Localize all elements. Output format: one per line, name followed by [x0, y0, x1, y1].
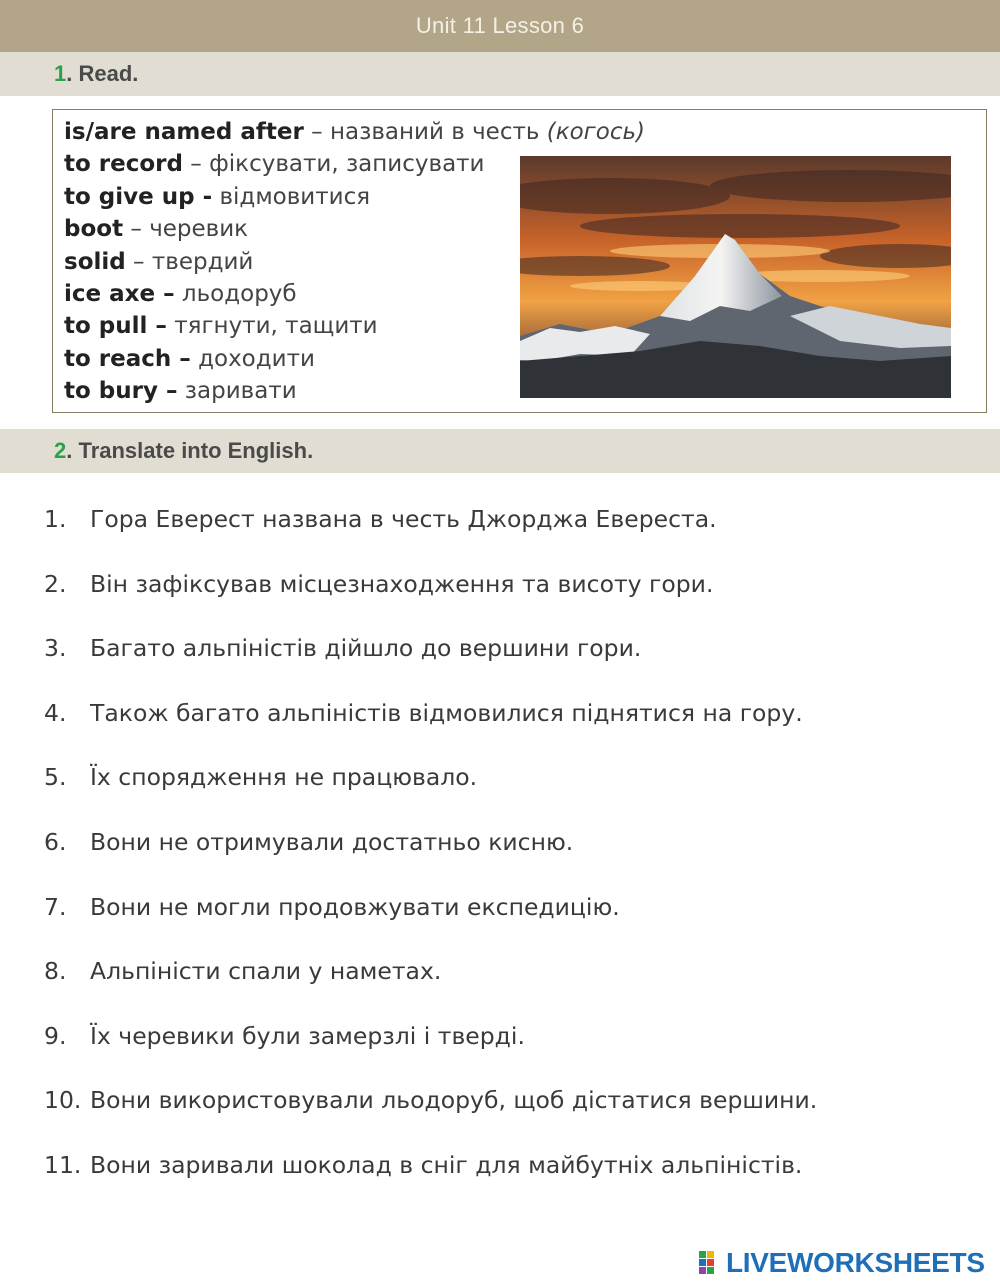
vocab-translation: тягнути, тащити	[174, 313, 378, 340]
sentence-item	[44, 1079, 817, 1144]
section-2-number: 2	[54, 438, 67, 463]
sentence-item	[44, 627, 817, 692]
translation-sentences	[44, 498, 817, 1209]
sentence-item	[44, 821, 817, 886]
sentence-text: Він зафіксував місцезнаходження та висоту гори.	[90, 569, 714, 598]
sentence-text: Альпіністи спали у наметах.	[90, 957, 442, 986]
vocab-item: to record – фіксувати, записувати	[64, 151, 485, 178]
sentence-number: 2.	[44, 569, 67, 598]
section-1-title: . Read.	[66, 61, 139, 86]
sentence-item	[44, 563, 817, 628]
section-2-header	[0, 429, 1000, 473]
mountain-photo	[520, 156, 951, 398]
sentence-number: 6.	[44, 827, 67, 856]
sentence-item	[44, 1015, 817, 1080]
sentence-text: Вони не отримували достатньо кисню.	[90, 827, 574, 856]
sentence-number: 8.	[44, 957, 67, 986]
sentence-number: 5.	[44, 763, 67, 792]
sentence-number: 7.	[44, 892, 67, 921]
vocab-term: to pull –	[64, 313, 167, 340]
sentence-text: Їх черевики були замерзлі і тверді.	[90, 1021, 525, 1050]
sentence-text: Їх спорядження не працювало.	[90, 763, 478, 792]
vocab-term: solid	[64, 248, 126, 275]
vocab-translation: відмовитися	[219, 183, 371, 210]
vocab-term: to bury –	[64, 378, 178, 405]
sentence-number: 9.	[44, 1021, 67, 1050]
sentence-text: Багато альпіністів дійшло до вершини гори.	[90, 634, 642, 663]
vocab-note: (когось)	[546, 119, 646, 145]
sentence-number: 11.	[44, 1150, 82, 1179]
vocab-item: is/are named after – названий в честь (когось)	[64, 119, 646, 145]
sentence-text: Вони використовували льодоруб, щоб дістатися вершини.	[90, 1086, 818, 1115]
vocab-term: is/are named after	[64, 119, 304, 145]
lesson-title: Unit 11 Lesson 6	[415, 13, 585, 38]
vocab-translation: черевик	[149, 216, 249, 243]
section-1-number: 1	[54, 61, 67, 86]
section-2-title: . Translate into English.	[66, 438, 314, 463]
sentence-text: Вони заривали шоколад в сніг для майбутніх альпіністів.	[90, 1150, 803, 1179]
vocab-translation: названий в честь	[329, 119, 547, 145]
vocab-translation: льодоруб	[181, 280, 297, 307]
sentence-number: 4.	[44, 698, 67, 727]
sentence-text: Також багато альпіністів відмовилися піднятися на гору.	[90, 698, 803, 727]
liveworksheets-logo-icon	[698, 1249, 724, 1277]
sentence-text: Гора Еверест названа в честь Джорджа Евереста.	[90, 505, 717, 533]
vocab-translation: твердий	[151, 248, 254, 275]
vocab-term: to reach –	[64, 345, 191, 372]
liveworksheets-brand[interactable]	[698, 1246, 985, 1280]
section-1-header	[0, 52, 1000, 96]
sentence-item	[44, 950, 817, 1015]
brand-name: LIVEWORKSHEETS	[726, 1247, 985, 1278]
sentence-item	[44, 498, 817, 563]
page-header	[0, 0, 1000, 52]
sentence-item	[44, 886, 817, 951]
vocab-item: solid – твердий	[64, 248, 254, 275]
sentence-text: Вони не могли продовжувати експедицію.	[90, 892, 620, 921]
sentence-item	[44, 1144, 817, 1209]
vocab-translation: доходити	[198, 345, 315, 372]
vocab-translation: фіксувати, записувати	[209, 151, 485, 178]
vocab-translation: заривати	[184, 378, 297, 405]
vocab-term: to give up -	[64, 183, 213, 210]
sentence-number: 1.	[44, 505, 67, 533]
vocab-term: to record	[64, 151, 183, 178]
vocab-item: boot – черевик	[64, 216, 249, 243]
sentence-item	[44, 756, 817, 821]
sentence-number: 3.	[44, 634, 67, 663]
vocab-term: ice axe –	[64, 280, 175, 307]
vocab-term: boot	[64, 216, 124, 243]
sentence-item	[44, 692, 817, 757]
sentence-number: 10.	[44, 1086, 82, 1115]
